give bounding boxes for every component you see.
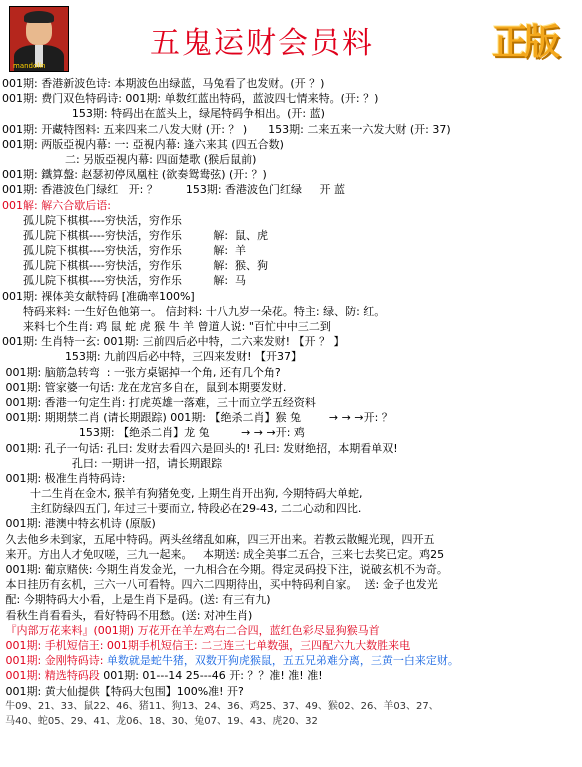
content-line: 孤儿院下棋棋----穷快活，穷作乐 解: 马 bbox=[2, 274, 247, 288]
content-line: 001期: 港澳中特玄机诗 (原版) bbox=[2, 517, 156, 531]
content-line: 001解: 解六合歇后语: bbox=[2, 198, 111, 212]
content-body bbox=[2, 76, 580, 729]
authentic-badge: 正版 bbox=[492, 21, 557, 63]
content-line: 二: 另版亞視内幕: 四面楚歌 (猴后鼠前) bbox=[2, 152, 257, 166]
content-line: 001期: 开藏特图料: 五来四来二八发大财 (开: ？ ) 153期: 二来五来一六发大财 (开: 37) bbox=[2, 122, 451, 136]
content-line: 看秋生肖看看头，看好特码不用愁。(送: 对冲生肖) bbox=[2, 608, 253, 622]
content-line: 001期: 管家婆一句话: 龙在龙宫多自在，鼠到本期要发财. bbox=[2, 380, 287, 394]
content-line: 孤儿院下棋棋----穷快活，穷作乐 bbox=[2, 213, 182, 227]
content-line: 主红防绿四五门, 年过三十要而立, 特段必在29-43, 二二心动和四比. bbox=[2, 502, 362, 516]
content-line: 马40、蛇05、29、41、龙06、18、30、兔07、19、43、虎20、32 bbox=[2, 715, 318, 727]
content-line: 001期: 葡京赌侠: 今期生肖发金光，一九相合在今期。得定灵码投下注，说破玄机不为奇。 bbox=[2, 563, 448, 576]
content-line: 孔曰: 一期讲一招，请长期跟踪 bbox=[2, 456, 223, 470]
content-line: 来开。方出人才免叹嗟，三九一起来。 本期送: 成全美事二五合，三来七去奖已定。鸡25 bbox=[2, 547, 445, 561]
content-line: 孤儿院下棋棋----穷快活，穷作乐 解: 鼠、虎 bbox=[2, 228, 269, 242]
content-line: 001期: 香港新波色诗: 本期波色出绿蓝，马兔看了也发财。(开 ？) bbox=[2, 77, 325, 90]
content-line: 001期: 两版亞視内幕: 一: 亞視内幕: 逢六来其 (四五合数) bbox=[2, 137, 284, 151]
content-line: 来料七个生肖: 鸡 鼠 蛇 虎 猴 牛 羊 曾道人说: "百忙中中三二到 bbox=[2, 320, 331, 333]
content-line: 001期: 费门双色特码诗: 001期: 单数红蓝出特码，蓝波四七情来特。(开: ？) bbox=[2, 92, 379, 106]
content-line: 配: 今期特码大小看，上是生肖下是码。(送: 有三有九) bbox=[2, 593, 271, 607]
content-line: 001期: 鐵算盤: 赵瑟初停凤凰柱 (欲奏鸳鸯弦) (开: ？) bbox=[2, 168, 267, 182]
content-line: 特码来料: 一生好色他第一。 信封料: 十八九岁一朵花。特主: 绿、防: 红。 bbox=[2, 304, 386, 318]
photo-caption: mandolin bbox=[13, 62, 46, 70]
content-line: 十二生肖在金木, 猴羊有狗猪免变, 上期生肖开出狗, 今期特码大单蛇, bbox=[2, 487, 363, 501]
content-line: 久去他乡未到家，五尾中特码。两头丝绪乱如麻，四三开出来。若教云散鲲光现，四开五 bbox=[2, 532, 435, 546]
content-line: 001期: 裸体美女献特码 [准确率100%] bbox=[2, 289, 195, 303]
content-line: 『内部万花来料』(001期) 万花开在羊左鸡右二合四，蓝红色彩尽显狗猴马首 bbox=[2, 623, 380, 637]
author-photo bbox=[9, 6, 69, 72]
content-line: 孤儿院下棋棋----穷快活，穷作乐 解: 猴、狗 bbox=[2, 259, 269, 273]
content-line: 001期: 香港一句定生肖: 打虎英雄一落难，三十而立学五经资料 bbox=[2, 395, 316, 409]
content-line: 001期: 极准生肖特码诗: bbox=[2, 471, 126, 485]
content-line: 001期: 金刚特码诗: 单数就是蛇牛猪，双数开狗虎猴鼠，五五兄弟难分离，三黄一白来定财。 bbox=[2, 654, 459, 668]
content-line: 牛09、21、33、鼠22、46、猪11、狗13、24、36、鸡25、37、49、猴02、26、羊03、27、 bbox=[2, 700, 439, 712]
page-title: 五鬼运财会员料 bbox=[150, 26, 374, 61]
content-line: 001期: 精选特码段 001期: 01---14 25---46 开: ？？准! 准! 准! bbox=[2, 669, 323, 683]
content-line: 153期: 九前四后必中特，三四来发财! 【开37】 bbox=[2, 350, 303, 364]
content-line: 孤儿院下棋棋----穷快活，穷作乐 解: 羊 bbox=[2, 244, 247, 258]
content-line: 本日挂历有玄机，三六一八可看特。四六二四期待出，买中特码利自家。 送: 金子也发光 bbox=[2, 578, 438, 592]
content-line: 153期: 【绝杀二肖】龙 兔 → → →开: 鸡 bbox=[2, 426, 305, 440]
content-line: 001期: 孔子一句话: 孔曰: 发财去看四六是回头的! 孔曰: 发财绝招，本期看单双! bbox=[2, 441, 398, 455]
content-line: 001期: 期期禁二肖 (请长期跟踪) 001期: 【绝杀二肖】猴 兔 → → →开: ？ bbox=[2, 411, 393, 425]
content-line: 001期: 香港波色门绿红 开: ？ 153期: 香港波色门红绿 开 蓝 bbox=[2, 183, 346, 197]
content-line: 001期: 生肖特一玄: 001期: 三前四后必中特，二六来发财! 【开 ？ 】 bbox=[2, 335, 345, 349]
content-line: 001期: 脑筋急转弯 : 一张方桌锯掉一个角, 还有几个角? bbox=[2, 365, 281, 379]
content-line: 001期: 手机短信王: 001期手机短信王: 二三连三七单数强，三四配六九大数胜来电 bbox=[2, 638, 411, 652]
content-line: 001期: 黄大仙提供【特码大包围】100%准! 开? bbox=[2, 684, 248, 698]
content-line: 153期: 特码出在蓝头上，绿尾特码争相出。(开: 蓝) bbox=[2, 107, 325, 121]
header bbox=[0, 0, 582, 76]
